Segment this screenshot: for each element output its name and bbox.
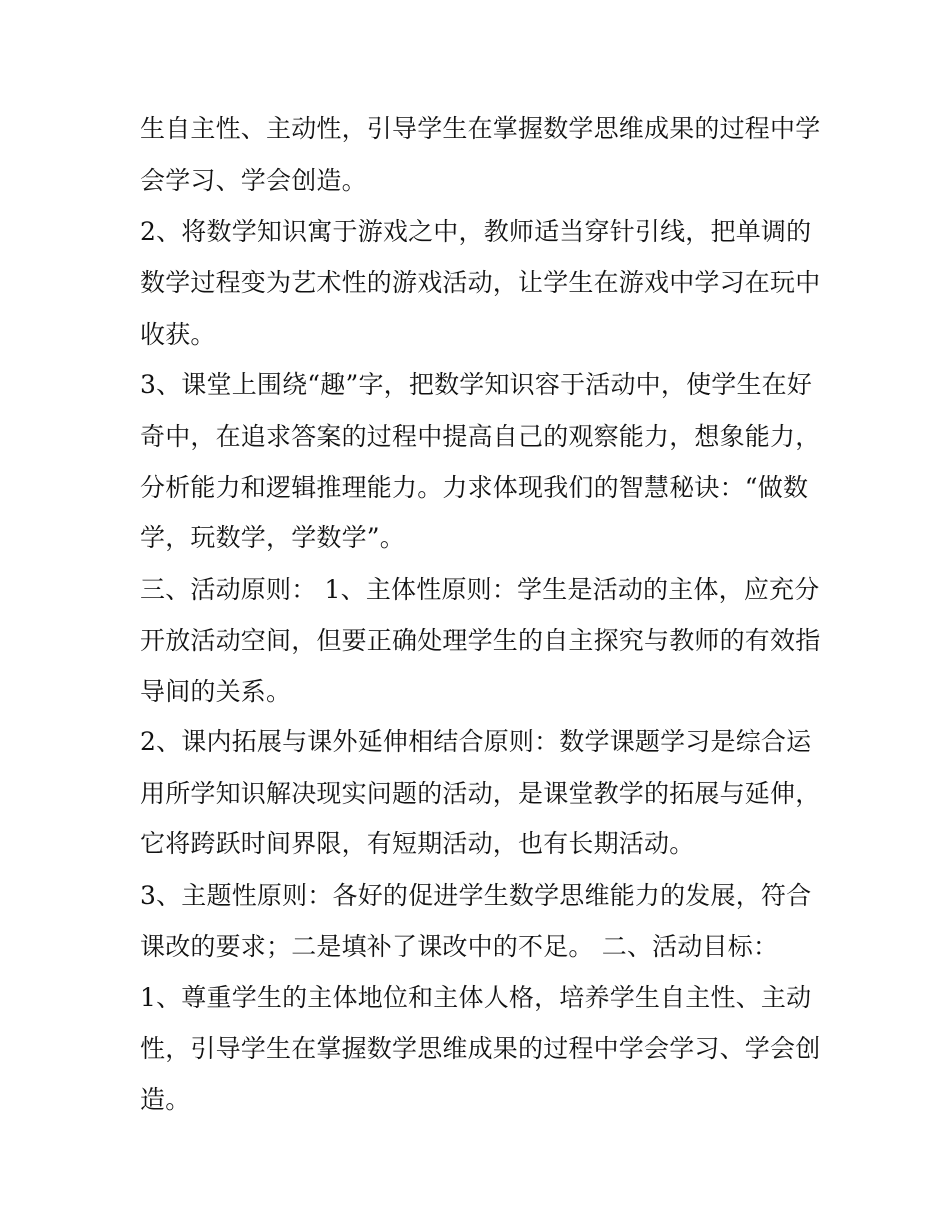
text-line: 生自主性、主动性，引导学生在掌握数学思维成果的过程中学 bbox=[140, 114, 821, 143]
text-line: 1、尊重学生的主体地位和主体人格，培养学生自主性、主动 bbox=[140, 983, 812, 1012]
text-line: 性，引导学生在掌握数学思维成果的过程中学会学习、学会创 bbox=[140, 1034, 821, 1063]
text-line: 造。 bbox=[140, 1085, 191, 1114]
text-line: 导间的关系。 bbox=[140, 677, 292, 706]
text-line: 课改的要求；二是填补了课改中的不足。 二、活动目标： bbox=[140, 932, 779, 961]
text-line: 会学习、学会创造。 bbox=[140, 166, 367, 195]
text-line: 3、课堂上围绕“趣”字，把数学知识容于活动中，使学生在好 bbox=[140, 370, 813, 399]
text-line: 数学过程变为艺术性的游戏活动，让学生在游戏中学习在玩中 bbox=[140, 268, 821, 297]
text-line: 它将跨跃时间界限，有短期活动，也有长期活动。 bbox=[140, 829, 695, 858]
text-line: 2、课内拓展与课外延伸相结合原则：数学课题学习是综合运 bbox=[140, 727, 812, 756]
text-line: 三、活动原则： 1、主体性原则：学生是活动的主体，应充分 bbox=[140, 575, 820, 604]
text-line: 收获。 bbox=[140, 320, 216, 349]
text-line: 3、主题性原则：各好的促进学生数学思维能力的发展，符合 bbox=[140, 881, 812, 910]
text-line: 学，玩数学，学数学”。 bbox=[140, 523, 405, 552]
text-line: 奇中，在追求答案的过程中提高自己的观察能力，想象能力， bbox=[140, 422, 821, 451]
text-line: 分析能力和逻辑推理能力。力求体现我们的智慧秘诀：“做数 bbox=[140, 473, 809, 502]
text-line: 2、将数学知识寓于游戏之中，教师适当穿针引线，把单调的 bbox=[140, 217, 812, 246]
text-line: 开放活动空间，但要正确处理学生的自主探究与教师的有效指 bbox=[140, 626, 821, 655]
text-line: 用所学知识解决现实问题的活动，是课堂教学的拓展与延伸， bbox=[140, 779, 821, 808]
